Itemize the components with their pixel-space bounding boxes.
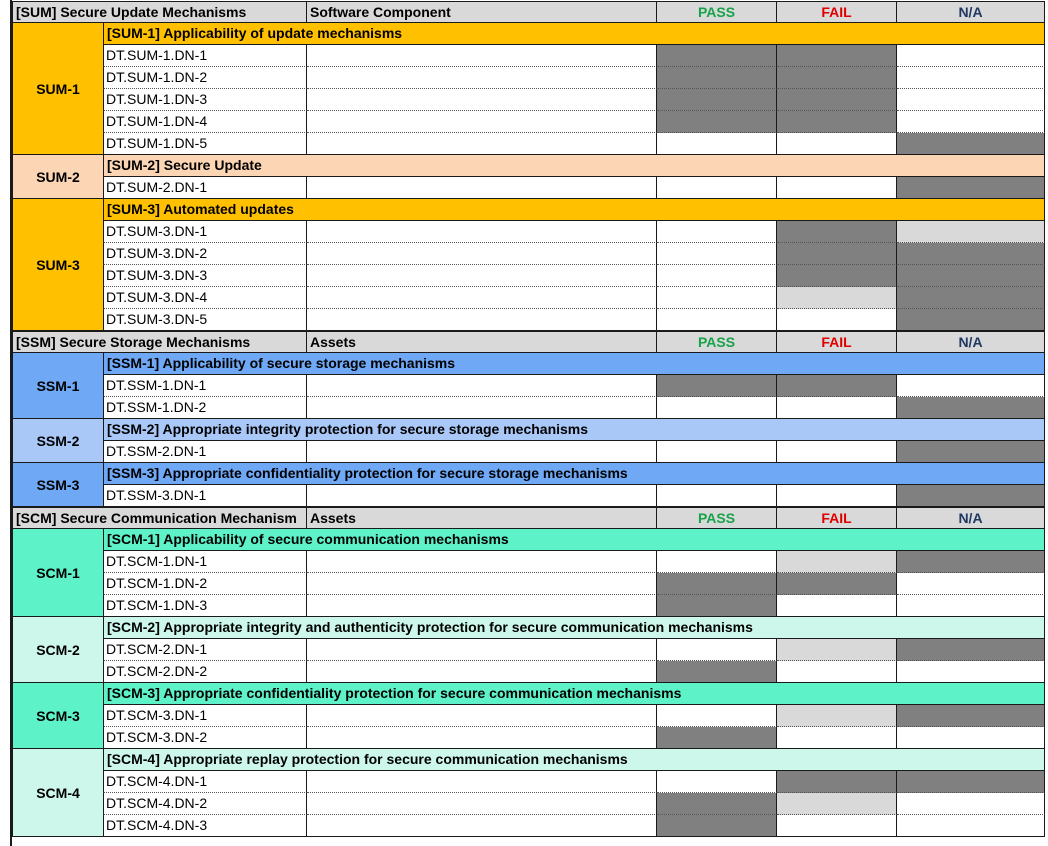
decision-node-row (0, 771, 1048, 793)
decision-node-row (0, 265, 1048, 287)
decision-node-row (0, 397, 1048, 419)
component-input-cell[interactable] (307, 265, 657, 287)
requirement-title[interactable]: [SSM-1] Applicability of secure storage mechanisms (103, 353, 1045, 375)
component-input-cell[interactable] (307, 661, 657, 683)
decision-node-label[interactable]: DT.SCM-2.DN-1 (103, 639, 307, 661)
na-cell[interactable] (897, 265, 1045, 287)
decision-node-label[interactable]: DT.SUM-3.DN-2 (103, 243, 307, 265)
decision-node-label[interactable]: DT.SSM-3.DN-1 (103, 485, 307, 507)
component-input-cell[interactable] (307, 133, 657, 155)
pass-cell[interactable] (657, 485, 777, 507)
column-header-component[interactable]: Assets (307, 507, 657, 529)
decision-node-label[interactable]: DT.SCM-3.DN-1 (103, 705, 307, 727)
section-header (0, 331, 1048, 353)
na-cell[interactable] (897, 727, 1045, 749)
section-header (0, 1, 1048, 23)
fail-cell[interactable] (777, 243, 897, 265)
requirement-group-id[interactable]: SCM-2 (12, 617, 103, 683)
pass-cell[interactable] (657, 287, 777, 309)
decision-node-label[interactable]: DT.SCM-4.DN-1 (103, 771, 307, 793)
decision-node-row (0, 287, 1048, 309)
decision-node-label[interactable]: DT.SUM-1.DN-5 (103, 133, 307, 155)
component-input-cell[interactable] (307, 727, 657, 749)
component-input-cell[interactable] (307, 705, 657, 727)
column-header-fail[interactable]: FAIL (777, 331, 897, 353)
requirement-title[interactable]: [SSM-2] Appropriate integrity protection for secure storage mechanisms (103, 419, 1045, 441)
na-cell[interactable] (897, 793, 1045, 815)
fail-cell[interactable] (777, 287, 897, 309)
fail-cell[interactable] (777, 771, 897, 793)
decision-node-label[interactable]: DT.SCM-2.DN-2 (103, 661, 307, 683)
na-cell[interactable] (897, 133, 1045, 155)
decision-node-label[interactable]: DT.SCM-3.DN-2 (103, 727, 307, 749)
pass-cell[interactable] (657, 595, 777, 617)
fail-cell[interactable] (777, 375, 897, 397)
decision-node-row (0, 177, 1048, 199)
decision-node-row (0, 705, 1048, 727)
decision-node-label[interactable]: DT.SUM-2.DN-1 (103, 177, 307, 199)
requirement-title[interactable]: [SCM-3] Appropriate confidentiality protection for secure communication mechanisms (103, 683, 1045, 705)
component-input-cell[interactable] (307, 573, 657, 595)
requirement-title[interactable]: [SUM-3] Automated updates (103, 199, 1045, 221)
requirement-group-id[interactable]: SSM-3 (12, 463, 103, 507)
fail-cell[interactable] (777, 595, 897, 617)
fail-cell[interactable] (777, 397, 897, 419)
pass-cell[interactable] (657, 397, 777, 419)
component-input-cell[interactable] (307, 595, 657, 617)
decision-node-label[interactable]: DT.SCM-4.DN-3 (103, 815, 307, 837)
fail-cell[interactable] (777, 573, 897, 595)
na-cell[interactable] (897, 441, 1045, 463)
fail-cell[interactable] (777, 661, 897, 683)
decision-node-label[interactable]: DT.SCM-1.DN-3 (103, 595, 307, 617)
fail-cell[interactable] (777, 705, 897, 727)
decision-node-label[interactable]: DT.SCM-4.DN-2 (103, 793, 307, 815)
pass-cell[interactable] (657, 133, 777, 155)
component-input-cell[interactable] (307, 485, 657, 507)
na-cell[interactable] (897, 309, 1045, 331)
pass-cell[interactable] (657, 573, 777, 595)
na-cell[interactable] (897, 661, 1045, 683)
decision-node-row (0, 639, 1048, 661)
decision-node-row (0, 67, 1048, 89)
fail-cell[interactable] (777, 727, 897, 749)
component-input-cell[interactable] (307, 177, 657, 199)
decision-node-label[interactable]: DT.SUM-1.DN-3 (103, 89, 307, 111)
requirement-title[interactable]: [SSM-3] Appropriate confidentiality protection for secure storage mechanisms (103, 463, 1045, 485)
na-cell[interactable] (897, 287, 1045, 309)
decision-node-row (0, 793, 1048, 815)
na-cell[interactable] (897, 111, 1045, 133)
na-cell[interactable] (897, 177, 1045, 199)
fail-cell[interactable] (777, 639, 897, 661)
decision-node-row (0, 551, 1048, 573)
column-header-pass[interactable]: PASS (657, 507, 777, 529)
decision-node-row (0, 309, 1048, 331)
pass-cell[interactable] (657, 639, 777, 661)
pass-cell[interactable] (657, 177, 777, 199)
na-cell[interactable] (897, 221, 1045, 243)
pass-cell[interactable] (657, 793, 777, 815)
decision-node-label[interactable]: DT.SUM-1.DN-1 (103, 45, 307, 67)
requirement-group-id[interactable]: SUM-3 (12, 199, 103, 331)
pass-cell[interactable] (657, 705, 777, 727)
fail-cell[interactable] (777, 793, 897, 815)
decision-node-row (0, 45, 1048, 67)
column-header-fail[interactable]: FAIL (777, 1, 897, 23)
decision-node-row (0, 441, 1048, 463)
requirement-group-id[interactable]: SUM-1 (12, 23, 103, 155)
component-input-cell[interactable] (307, 815, 657, 837)
decision-node-row (0, 485, 1048, 507)
na-cell[interactable] (897, 89, 1045, 111)
na-cell[interactable] (897, 705, 1045, 727)
na-cell[interactable] (897, 375, 1045, 397)
decision-node-row (0, 89, 1048, 111)
component-input-cell[interactable] (307, 243, 657, 265)
fail-cell[interactable] (777, 551, 897, 573)
decision-node-label[interactable]: DT.SUM-3.DN-3 (103, 265, 307, 287)
decision-node-row (0, 661, 1048, 683)
column-header-na[interactable]: N/A (897, 507, 1045, 529)
decision-node-label[interactable]: DT.SUM-1.DN-2 (103, 67, 307, 89)
component-input-cell[interactable] (307, 771, 657, 793)
decision-node-label[interactable]: DT.SSM-1.DN-1 (103, 375, 307, 397)
column-header-pass[interactable]: PASS (657, 331, 777, 353)
decision-node-row (0, 111, 1048, 133)
pass-cell[interactable] (657, 661, 777, 683)
decision-node-row (0, 815, 1048, 837)
pass-cell[interactable] (657, 111, 777, 133)
grid-left-edge (10, 0, 12, 846)
component-input-cell[interactable] (307, 221, 657, 243)
pass-cell[interactable] (657, 815, 777, 837)
decision-node-row (0, 133, 1048, 155)
requirement-group-id[interactable]: SCM-4 (12, 749, 103, 837)
fail-cell[interactable] (777, 441, 897, 463)
pass-cell[interactable] (657, 771, 777, 793)
component-input-cell[interactable] (307, 67, 657, 89)
requirement-group-id[interactable]: SSM-2 (12, 419, 103, 463)
na-cell[interactable] (897, 397, 1045, 419)
pass-cell[interactable] (657, 309, 777, 331)
fail-cell[interactable] (777, 815, 897, 837)
column-header-na[interactable]: N/A (897, 1, 1045, 23)
na-cell[interactable] (897, 45, 1045, 67)
decision-node-row (0, 595, 1048, 617)
decision-node-row (0, 243, 1048, 265)
fail-cell[interactable] (777, 67, 897, 89)
na-cell[interactable] (897, 243, 1045, 265)
decision-node-label[interactable]: DT.SUM-1.DN-4 (103, 111, 307, 133)
fail-cell[interactable] (777, 89, 897, 111)
requirement-group-id[interactable]: SUM-2 (12, 155, 103, 199)
decision-node-label[interactable]: DT.SCM-1.DN-1 (103, 551, 307, 573)
component-input-cell[interactable] (307, 309, 657, 331)
pass-cell[interactable] (657, 265, 777, 287)
na-cell[interactable] (897, 595, 1045, 617)
decision-node-row (0, 221, 1048, 243)
pass-cell[interactable] (657, 243, 777, 265)
pass-cell[interactable] (657, 375, 777, 397)
decision-node-label[interactable]: DT.SUM-3.DN-1 (103, 221, 307, 243)
section-title[interactable]: [SSM] Secure Storage Mechanisms (12, 331, 307, 353)
section-title[interactable]: [SCM] Secure Communication Mechanism (12, 507, 307, 529)
requirement-title[interactable]: [SUM-1] Applicability of update mechanisms (103, 23, 1045, 45)
na-cell[interactable] (897, 815, 1045, 837)
section-header (0, 507, 1048, 529)
fail-cell[interactable] (777, 45, 897, 67)
component-input-cell[interactable] (307, 551, 657, 573)
decision-node-row (0, 727, 1048, 749)
component-input-cell[interactable] (307, 397, 657, 419)
fail-cell[interactable] (777, 221, 897, 243)
decision-node-label[interactable]: DT.SSM-1.DN-2 (103, 397, 307, 419)
requirement-title[interactable]: [SCM-4] Appropriate replay protection for secure communication mechanisms (103, 749, 1045, 771)
fail-cell[interactable] (777, 133, 897, 155)
component-input-cell[interactable] (307, 793, 657, 815)
component-input-cell[interactable] (307, 287, 657, 309)
decision-node-row (0, 573, 1048, 595)
decision-node-label[interactable]: DT.SUM-3.DN-4 (103, 287, 307, 309)
fail-cell[interactable] (777, 111, 897, 133)
component-input-cell[interactable] (307, 375, 657, 397)
pass-cell[interactable] (657, 89, 777, 111)
na-cell[interactable] (897, 485, 1045, 507)
fail-cell[interactable] (777, 485, 897, 507)
fail-cell[interactable] (777, 309, 897, 331)
component-input-cell[interactable] (307, 639, 657, 661)
pass-cell[interactable] (657, 45, 777, 67)
requirement-group-id[interactable]: SSM-1 (12, 353, 103, 419)
section-title[interactable]: [SUM] Secure Update Mechanisms (12, 1, 307, 23)
decision-node-label[interactable]: DT.SSM-2.DN-1 (103, 441, 307, 463)
requirement-title[interactable]: [SCM-2] Appropriate integrity and authenticity protection for secure communication mechanisms (103, 617, 1045, 639)
na-cell[interactable] (897, 771, 1045, 793)
pass-cell[interactable] (657, 221, 777, 243)
requirement-title[interactable]: [SUM-2] Secure Update (103, 155, 1045, 177)
column-header-fail[interactable]: FAIL (777, 507, 897, 529)
fail-cell[interactable] (777, 265, 897, 287)
component-input-cell[interactable] (307, 111, 657, 133)
decision-node-label[interactable]: DT.SCM-1.DN-2 (103, 573, 307, 595)
pass-cell[interactable] (657, 67, 777, 89)
column-header-component[interactable]: Software Component (307, 1, 657, 23)
pass-cell[interactable] (657, 441, 777, 463)
requirement-title[interactable]: [SCM-1] Applicability of secure communication mechanisms (103, 529, 1045, 551)
column-header-na[interactable]: N/A (897, 331, 1045, 353)
na-cell[interactable] (897, 639, 1045, 661)
pass-cell[interactable] (657, 727, 777, 749)
pass-cell[interactable] (657, 551, 777, 573)
column-header-pass[interactable]: PASS (657, 1, 777, 23)
decision-node-row (0, 375, 1048, 397)
na-cell[interactable] (897, 551, 1045, 573)
requirement-group-id[interactable]: SCM-3 (12, 683, 103, 749)
component-input-cell[interactable] (307, 89, 657, 111)
na-cell[interactable] (897, 573, 1045, 595)
na-cell[interactable] (897, 67, 1045, 89)
column-header-component[interactable]: Assets (307, 331, 657, 353)
component-input-cell[interactable] (307, 45, 657, 67)
fail-cell[interactable] (777, 177, 897, 199)
component-input-cell[interactable] (307, 441, 657, 463)
requirement-group-id[interactable]: SCM-1 (12, 529, 103, 617)
decision-node-label[interactable]: DT.SUM-3.DN-5 (103, 309, 307, 331)
